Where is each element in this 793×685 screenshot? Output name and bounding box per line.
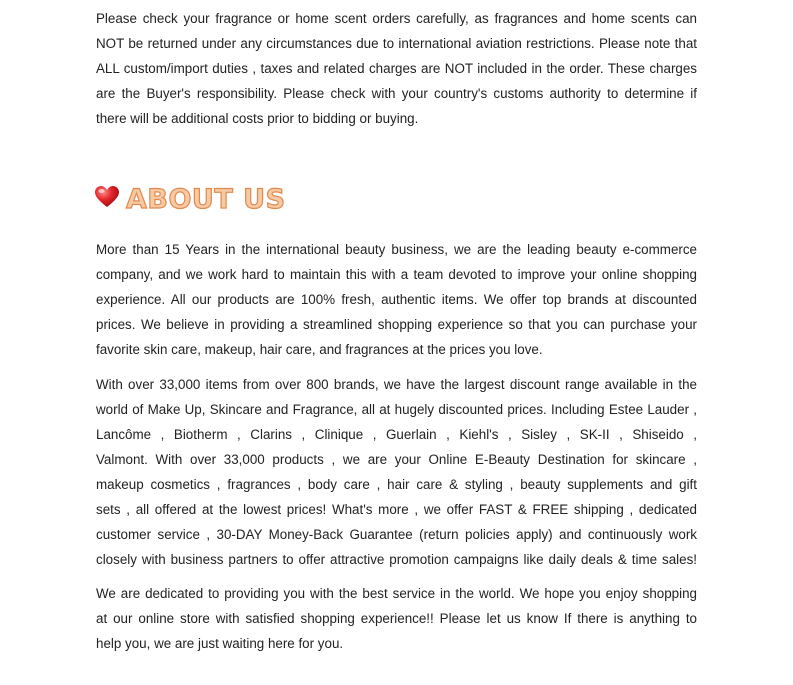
text-line: NOT be returned under any circumstances due to international aviation restrictions. Please note that xyxy=(96,36,697,51)
text-line: sets , all offered at the lowest prices! What's more , we offer FAST & FREE shipping , dedicated xyxy=(96,502,697,517)
text-line: We are dedicated to providing you with the best service in the world. We hope you enjoy shopping xyxy=(96,586,697,601)
text-line: customer service , 30-DAY Money-Back Guarantee (return policies apply) and continuously work xyxy=(96,527,697,542)
text-line: at our online store with satisfied shopping experience!! Please let us know If there is anything to xyxy=(96,611,697,626)
text-line: Valmont. With over 33,000 products , we are your Online E-Beauty Destination for skincare , xyxy=(96,452,697,467)
text-line: favorite skin care, makeup, hair care, and fragrances at the prices you love. xyxy=(96,342,543,357)
text-line: Lancôme , Biotherm , Clarins , Clinique , Guerlain , Kiehl's , Sisley , SK-II , Shiseido , xyxy=(96,427,697,442)
text-line: experience. All our products are 100% fresh, authentic items. We offer top brands at discounted xyxy=(96,292,697,307)
text-line: world of Make Up, Skincare and Fragrance, all at hugely discounted prices. Including Estee Lauder , xyxy=(96,402,697,417)
about-paragraph xyxy=(96,372,697,572)
text-line: company, and we work hard to maintain this with a team devoted to improve your online shopping xyxy=(96,267,697,282)
text-line: ALL custom/import duties , taxes and related charges are NOT included in the order. These charges xyxy=(96,61,697,76)
text-line: With over 33,000 items from over 800 brands, we have the largest discount range available in the xyxy=(96,377,697,392)
text-line: are the Buyer's responsibility. Please check with your country's customs authority to determine if xyxy=(96,86,697,101)
about-paragraph xyxy=(96,581,697,656)
about-us-heading xyxy=(94,184,286,215)
heart-icon xyxy=(94,185,120,214)
text-line: help you, we are just waiting here for you. xyxy=(96,636,344,651)
text-line: More than 15 Years in the international beauty business, we are the leading beauty e-commerce xyxy=(96,242,697,257)
text-line: Please check your fragrance or home scent orders carefully, as fragrances and home scents can xyxy=(96,11,697,26)
about-paragraph xyxy=(96,237,697,362)
notice-paragraph xyxy=(96,6,697,131)
text-line: makeup cosmetics , fragrances , body care , hair care & styling , beauty supplements and gift xyxy=(96,477,697,492)
text-line: closely with business partners to offer attractive promotion campaigns like daily deals & time sales! xyxy=(96,552,697,567)
text-line: there will be additional costs prior to bidding or buying. xyxy=(96,111,419,126)
text-line: prices. We believe in providing a streamlined shopping experience so that you can purchase your xyxy=(96,317,697,332)
about-us-title: ABOUT US xyxy=(126,184,286,215)
